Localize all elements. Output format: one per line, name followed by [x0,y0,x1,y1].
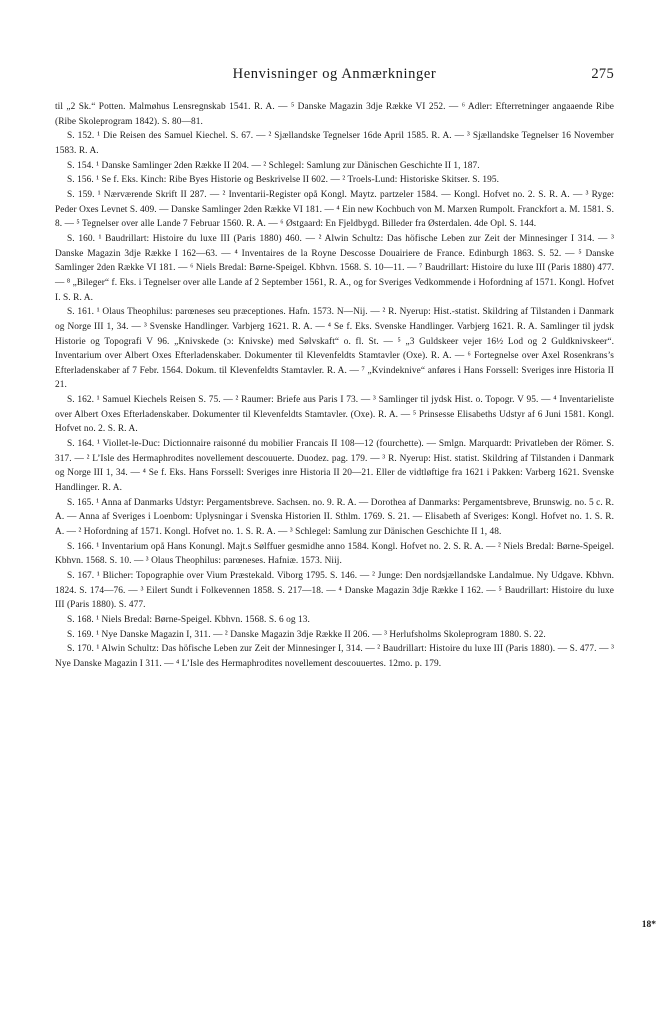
note-paragraph: S. 156. ¹ Se f. Eks. Kinch: Ribe Byes Historie og Beskrivelse II 602. — ² Troels-Lund: Historiske Skitser. S. 195. [67,175,500,186]
note-paragraph: S. 152. ¹ Die Reisen des Samuel Kiechel. S. 67. — ² Sjællandske Tegnelser 16de April 1585. R. A. — ³ Sjællandske Tegnelser 16 November 1583. R. A. [55,131,614,156]
page-header [55,66,614,88]
note-paragraph: S. 160. ¹ Baudrillart: Histoire du luxe III (Paris 1880) 460. — ² Alwin Schultz: Das höfische Leben zur Zeit der Minnesinger I 314. — ³ Danske Magazin 3dje Række I 162—63. — ⁴ Inventaires de la Royne Descosse Douairiere de France. Edinburgh 1863. S. 52. — ⁵ Danske Samlinger 2den Række VI 181. — ⁶ Niels Bredal: Børne-Speigel. Kbhvn. 1568. S. 10—11. — ⁷ Baudrillart: Histoire du luxe III (Paris 1880) 477. — ⁸ „Bileger“ f. Eks. i Tegnelser over alle Lande af 2 September 1561, R. A., og for Sveriges Vedkommende i Hofordning af 1571. Kongl. Hofvet I. S. R. A. [55,233,614,303]
note-paragraph: S. 170. ¹ Alwin Schultz: Das höfische Leben zur Zeit der Minnesinger I, 314. — ² Baudrillart: Histoire du luxe III (Paris 1880). — S. 477. — ³ Nye Danske Magazin I 311. — ⁴ L’Isle des Hermaphrodites novellement descouuertes. 12mo. p. 179. [55,644,614,669]
note-paragraph: S. 161. ¹ Olaus Theophilus: parœneses seu præceptiones. Hafn. 1573. N—Nij. — ² R. Nyerup: Hist.-statist. Skildring af Tilstanden i Danmark og Norge III 1, 34. — ³ Svenske Handlinger. Varbjerg 1621. R. A. — ⁴ Se f. Eks. Svenske Handlinger. Varbjerg 1621. R. A. Samlinger til jydsk Historie og Topografi V 96. „Knivskede (ɔ: Knivske) med Sølvskaft“ o. fl. St. — ⁵ „3 Guldskeer vejer 16½ Lod og 2 Guldknivskeer“. Inventarium over Albert Oxes Efterladenskaber. Dokumenter til Klevenfeldts Stamtavler (Oxe). R. A. — ⁶ Fortegnelse over Axel Rosenkrans’s Efterladenskaber af 7 Febr. 1564. Dokum. til Klevenfeldts Stamtavler. R. A. — ⁷ „Kvindeknive“ anføres i Hans Forssell: Sveriges inre Historia II 21. [55,307,614,391]
note-paragraph: S. 167. ¹ Blicher: Topographie over Vium Præstekald. Viborg 1795. S. 146. — ² Junge: Den nordsjællandske Landalmue. Ny Udgave. Kbhvn. 1824. S. 174—76. — ³ Eilert Sundt i Folkevennen 1858. S. 217—18. — ⁴ Danske Magazin 3dje Række I 162. — ⁵ Baudrillart: Histoire du luxe III (Paris 1880). S. 477. [55,571,614,611]
note-paragraph: S. 159. ¹ Nærværende Skrift II 287. — ² Inventarii-Register opå Kongl. Maytz. partzeler 1584. — Kongl. Hofvet no. 2. S. R. A. — ³ Ryge: Peder Oxes Levnet S. 409. — Danske Samlinger 2den Række VI 181. — ⁴ Ein new Kochbuch von M. Marxen Rumpolt. Franckfort a. M. 1581. S. 8. — ⁵ Tegnelser over alle Lande 7 Februar 1560. R. A. — ⁶ Østgaard: En Fjeldbygd. Billeder fra Østerdalen. 4de Opl. S. 144. [55,189,614,230]
note-paragraph: S. 168. ¹ Niels Bredal: Børne-Speigel. Kbhvn. 1568. S. 6 og 13. [67,614,310,625]
note-paragraph: S. 166. ¹ Inventarium opå Hans Konungl. Majt.s Sølffuer gesmidhe anno 1584. Kongl. Hofvet no. 2. S. R. A. — ² Niels Bredal: Børne-Speigel. Kbhvn. 1568. S. 10. — ³ Olaus Theophilus: parœneses. Hafniæ. 1573. Niij. [55,541,614,567]
note-paragraph: S. 164. ¹ Viollet-le-Duc: Dictionnaire raisonné du mobilier Francais II 108—12 (fourchette). — Smlgn. Marquardt: Privatleben der Römer. S. 317. — ² L’Isle des Hermaphrodites novellement descouuerte. Duodez. pag. 179. — ³ R. Nyerup: Hist. statist. Skildring af Tilstanden i Danmark og Norge III 1, 34. — ⁴ Se f. Eks. Hans Forssell: Sveriges inre Historia II 20—21. Eller de vidtløftige fra 1621 i Pakken: Varberg 1621. Svenske Handlinger. R. A. [55,439,614,494]
running-title: Henvisninger og Anmærkninger [232,66,437,82]
signature-mark: 18* [641,920,656,930]
note-paragraph: S. 162. ¹ Samuel Kiechels Reisen S. 75. — ² Raumer: Briefe aus Paris I 73. — ³ Samlinger til jydsk Hist. o. Topogr. V 95. — ⁴ Inventarieliste over Albert Oxes Efterladenskaber. Dokumenter til Klevenfeldts Stamtavler. (Oxe). R. A. — ⁵ Prinsesse Elisabeths Udstyr af 6 Juni 1581. Kongl. Hofvet no. 2. S. R. A. [55,395,614,435]
note-paragraph: S. 165. ¹ Anna af Danmarks Udstyr: Pergamentsbreve. Sachsen. no. 9. R. A. — Dorothea af Danmarks: Pergamentsbreve, Brunswig. no. 5 c. R. A. — Anna af Sveriges i Loenbom: Uplysningar i Svenska Historien II. Sthlm. 1769. S. 21. — Elisabeth af Sveriges: Kongl. Hofvet no. 1. S. R. A. — ² Hofordning af 1571. Kongl. Hofvet no. 1. S. R. A. — ³ Schlegel: Samlung zur Dänischen Geschichte II 1, 48. [55,497,614,538]
notes-body [55,100,614,672]
note-paragraph: til „2 Sk.“ Potten. Malmøhus Lensregnskab 1541. R. A. — ⁵ Danske Magazin 3dje Række VI 252. — ⁶ Adler: Efterretninger angaaende Ribe (Ribe Skoleprogram 1842). S. 80—81. [55,102,614,127]
page-number: 275 [591,66,614,82]
note-paragraph: S. 154. ¹ Danske Samlinger 2den Række II 204. — ² Schlegel: Samlung zur Dänischen Geschichte II 1, 187. [67,160,480,171]
book-page [55,66,614,672]
note-paragraph: S. 169. ¹ Nye Danske Magazin I, 311. — ² Danske Magazin 3dje Række II 206. — ³ Herlufsholms Skoleprogram 1880. S. 22. [67,629,546,640]
